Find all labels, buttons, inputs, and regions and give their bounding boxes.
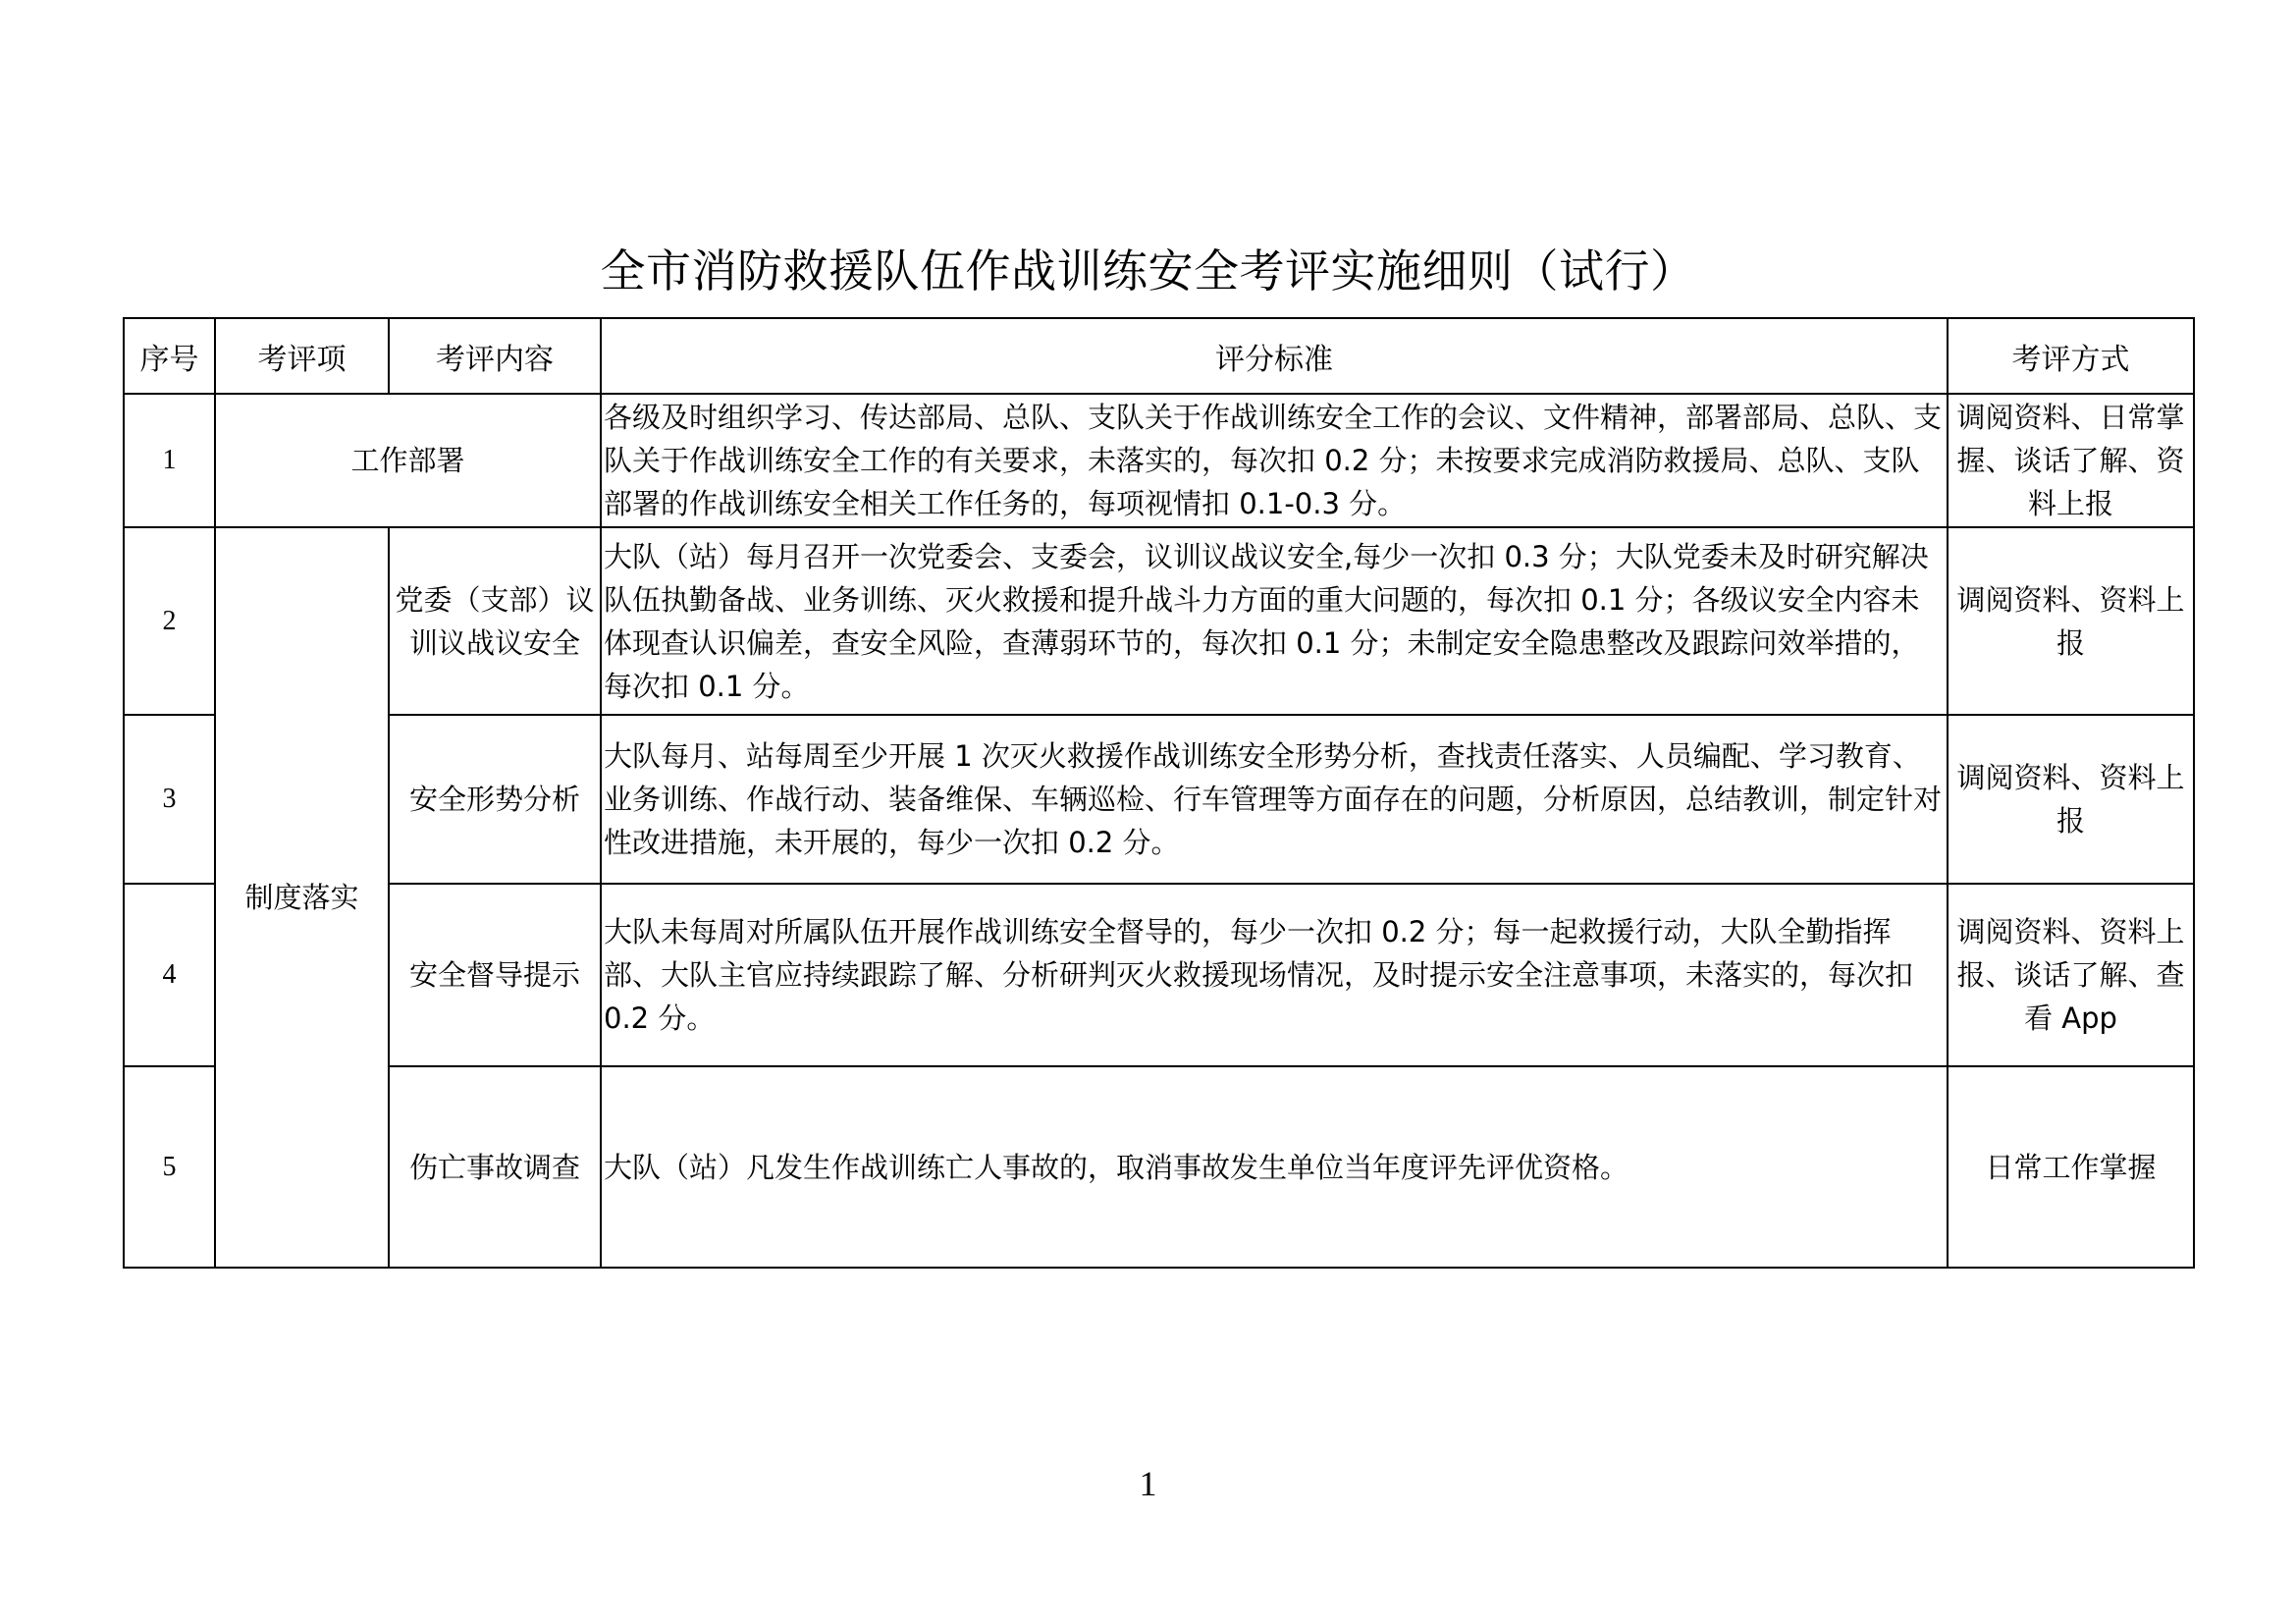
table-header-row: [124, 318, 2194, 394]
row-criteria: 大队（站）凡发生作战训练亡人事故的，取消事故发生单位当年度评先评优资格。: [601, 1066, 1948, 1268]
table-row: [124, 715, 2194, 884]
row-seq: 1: [124, 394, 215, 527]
row-content: 安全形势分析: [389, 715, 601, 884]
table-row: [124, 527, 2194, 715]
assessment-table: [123, 317, 2195, 1269]
row-content: 安全督导提示: [389, 884, 601, 1066]
header-criteria: 评分标准: [601, 318, 1948, 394]
row-criteria: 大队每月、站每周至少开展 1 次灭火救援作战训练安全形势分析，查找责任落实、人员编配、学习教育、业务训练、作战行动、装备维保、车辆巡检、行车管理等方面存在的问题，分析原因，总结教训，制定针对性改进措施，未开展的，每少一次扣 0.2 分。: [601, 715, 1948, 884]
row-method: 调阅资料、日常掌握、谈话了解、资料上报: [1948, 394, 2194, 527]
row-method: 调阅资料、资料上报: [1948, 527, 2194, 715]
row-seq: 3: [124, 715, 215, 884]
row-method: 调阅资料、资料上报、谈话了解、查看 App: [1948, 884, 2194, 1066]
row-criteria: 大队未每周对所属队伍开展作战训练安全督导的，每少一次扣 0.2 分；每一起救援行动，大队全勤指挥部、大队主官应持续跟踪了解、分析研判灭火救援现场情况，及时提示安全注意事项，未落实的，每次扣 0.2 分。: [601, 884, 1948, 1066]
table-row: [124, 394, 2194, 527]
table-row: [124, 884, 2194, 1066]
header-seq: 序号: [124, 318, 215, 394]
table-row: [124, 1066, 2194, 1268]
row-item: 工作部署: [215, 394, 601, 527]
header-item: 考评项: [215, 318, 389, 394]
row-seq: 5: [124, 1066, 215, 1268]
page-number: 1: [1139, 1464, 1157, 1503]
row-method: 日常工作掌握: [1948, 1066, 2194, 1268]
row-criteria: 大队（站）每月召开一次党委会、支委会，议训议战议安全,每少一次扣 0.3 分；大队党委未及时研究解决队伍执勤备战、业务训练、灭火救援和提升战斗力方面的重大问题的，每次扣 0.1 分；各级议安全内容未体现查认识偏差，查安全风险，查薄弱环节的，每次扣 0.1 分；未制定安全隐患整改及跟踪问效举措的，每次扣 0.1 分。: [601, 527, 1948, 715]
row-content: 伤亡事故调查: [389, 1066, 601, 1268]
header-content: 考评内容: [389, 318, 601, 394]
row-content: 党委（支部）议训议战议安全: [389, 527, 601, 715]
document-title: 全市消防救援队伍作战训练安全考评实施细则（试行）: [600, 244, 1696, 298]
row-method: 调阅资料、资料上报: [1948, 715, 2194, 884]
row-seq: 4: [124, 884, 215, 1066]
row-seq: 2: [124, 527, 215, 715]
row-criteria: 各级及时组织学习、传达部局、总队、支队关于作战训练安全工作的会议、文件精神，部署部局、总队、支队关于作战训练安全工作的有关要求，未落实的，每次扣 0.2 分；未按要求完成消防救援局、总队、支队部署的作战训练安全相关工作任务的，每项视情扣 0.1-0.3 分。: [601, 394, 1948, 527]
row-item: 制度落实: [215, 527, 389, 1268]
header-method: 考评方式: [1948, 318, 2194, 394]
